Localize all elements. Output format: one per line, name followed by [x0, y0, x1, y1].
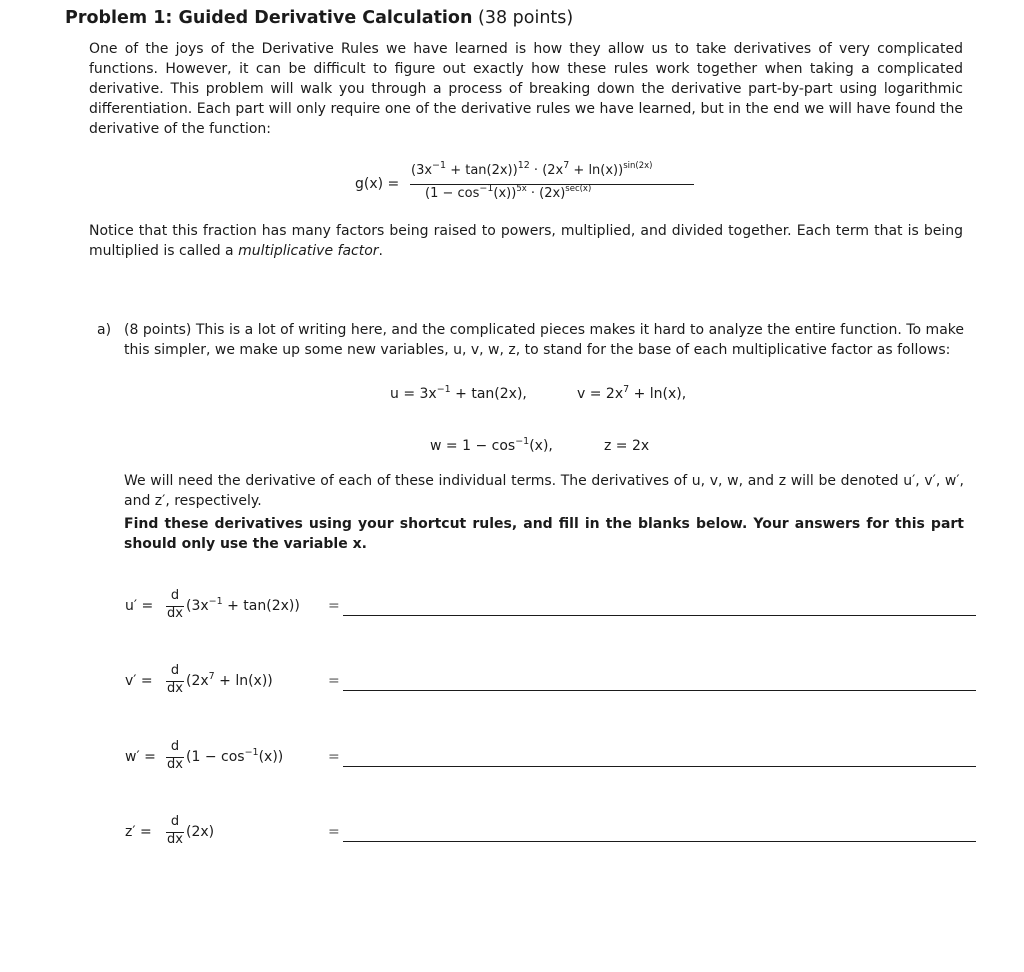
derivative-w-d: d	[170, 739, 180, 754]
notice-emphasis: multiplicative factor	[238, 243, 379, 259]
equation-fraction-bar	[410, 184, 694, 185]
derivative-v-answer-blank[interactable]	[343, 690, 976, 691]
notice-end: .	[378, 243, 383, 259]
derivative-z-expr: (2x)	[186, 824, 215, 840]
derivative-z-equals: =	[328, 824, 340, 840]
problem-title-text: Problem 1: Guided Derivative Calculation	[65, 8, 473, 28]
def-w: $w = 1 - \cos^{-1}(x)$,	[430, 436, 553, 454]
find-instruction: Find these derivatives using your shortcut rules, and fill in the blanks below. Your answers for this part should only use the variable x.	[124, 516, 964, 552]
derivative-v-dx: dx	[167, 681, 183, 696]
derivative-z-answer-blank[interactable]	[343, 841, 976, 842]
derivative-u-d: d	[170, 588, 180, 603]
need-paragraph: We will need the derivative of each of these individual terms. The derivatives of u, v, w, and z will be denoted u′, v′, w′, and z′, respectively.	[124, 473, 964, 509]
derivative-u-equals: =	[328, 598, 340, 614]
derivative-z-dx: dx	[167, 832, 183, 847]
def-u: $u = 3x^{-1} + \tan(2x)$,	[390, 384, 527, 402]
derivative-u-expr: $(3x^{-1} + \tan(2x))$	[186, 596, 300, 614]
derivative-v-d: d	[170, 663, 180, 678]
derivative-w-dx: dx	[167, 757, 183, 772]
derivative-u-lhs: u′ =	[125, 598, 154, 614]
equation-denominator: $(1 - \cos^{-1}(x))^{5x} \cdot (2x)^{sec(x)}$	[425, 183, 592, 201]
derivative-w-equals: =	[328, 749, 340, 765]
equation-lhs: g(x) =	[355, 176, 400, 192]
derivative-v-expr: $(2x^7 + \ln(x))$	[186, 671, 273, 689]
derivative-v-lhs: v′ =	[125, 673, 153, 689]
derivative-w-answer-blank[interactable]	[343, 766, 976, 767]
derivative-z-d: d	[170, 814, 180, 829]
part-a-text: (8 points) This is a lot of writing here, and the complicated pieces makes it hard to analyze the entire function. To make this simpler, we make up some new variables, u, v, w, z, to stand for the base of each multiplicative factor as follows:	[124, 322, 964, 358]
derivative-z-lhs: z′ =	[125, 824, 152, 840]
notice-text: Notice that this fraction has many factors being raised to powers, multiplied, and divided together. Each term that is being multiplied is called a	[89, 223, 963, 259]
derivative-w-lhs: w′ =	[125, 749, 156, 765]
derivative-w-expr: $(1 - \cos^{-1}(x))$	[186, 747, 284, 765]
notice-paragraph	[89, 221, 963, 261]
equation-numerator: $(3x^{-1} + \tan(2x))^{12} \cdot (2x^7 + \ln(x))^{sin(2x)}$	[411, 160, 653, 178]
derivative-u-dx: dx	[167, 606, 183, 621]
derivative-v-equals: =	[328, 673, 340, 689]
problem-points: (38 points)	[478, 8, 574, 28]
derivative-u-answer-blank[interactable]	[343, 615, 976, 616]
problem-title	[65, 8, 573, 28]
def-v: $v = 2x^7 + \ln(x)$,	[577, 384, 687, 402]
part-a-label: a)	[97, 322, 112, 338]
intro-paragraph: One of the joys of the Derivative Rules we have learned is how they allow us to take derivatives of very complicated functions. However, it can be difficult to figure out exactly how these rules work together when taking a complicated derivative. This problem will walk you through a process of breaking down the derivative part-by-part using logarithmic differentiation. Each part will only require one of the derivative rules we have learned, but in the end we will have found the derivative of the function:	[89, 41, 963, 137]
def-z: z = 2x	[604, 438, 650, 454]
